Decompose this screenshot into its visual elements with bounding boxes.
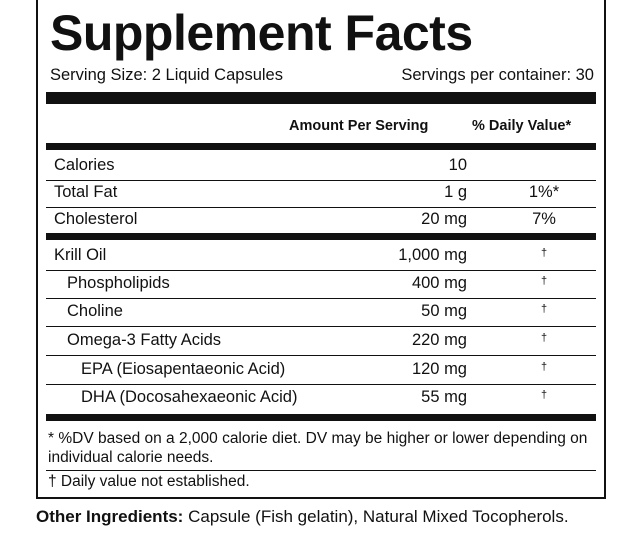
other-ingredients-label: Other Ingredients:: [36, 507, 184, 526]
nutrient-label: Calories: [54, 156, 115, 174]
nutrient-label: Cholesterol: [54, 210, 138, 228]
amount-per-serving-header: Amount Per Serving: [289, 118, 429, 134]
thick-divider-mid: [46, 233, 596, 240]
nutrient-row-dha: [46, 384, 596, 411]
nutrient-label: Krill Oil: [54, 246, 107, 264]
nutrient-dv: †: [540, 332, 548, 344]
thick-divider-bottom: [46, 414, 596, 421]
nutrient-amount: 1 g: [444, 183, 467, 201]
nutrient-dv: 7%: [532, 210, 556, 228]
nutrient-amount: 1,000 mg: [398, 246, 467, 264]
daily-value-footnote: * %DV based on a 2,000 calorie diet. DV may be higher or lower depending on individual calorie needs.: [48, 430, 588, 466]
servings-per-container: Servings per container: 30: [401, 66, 594, 84]
thick-divider-top: [46, 92, 596, 104]
nutrient-row-omega-3: [46, 327, 596, 354]
nutrient-row-choline: [46, 298, 596, 325]
panel-title: Supplement Facts: [50, 5, 473, 61]
nutrient-label: Phospholipids: [67, 274, 170, 292]
other-ingredients: [36, 505, 596, 528]
nutrient-dv: 1%*: [528, 183, 560, 201]
dagger-footnote: † Daily value not established.: [48, 473, 250, 490]
nutrient-dv: †: [540, 361, 548, 373]
supplement-facts-panel: [36, 0, 606, 499]
nutrient-label: DHA (Docosahexaeonic Acid): [81, 388, 298, 406]
nutrient-row-phospholipids: [46, 270, 596, 297]
thick-divider-header: [46, 143, 596, 150]
nutrient-amount: 220 mg: [411, 331, 467, 349]
nutrient-dv: †: [540, 275, 548, 287]
other-ingredients-text: Capsule (Fish gelatin), Natural Mixed Tocopherols.: [183, 507, 569, 526]
nutrient-label: Omega-3 Fatty Acids: [67, 331, 222, 349]
footnote-divider: [46, 470, 596, 471]
nutrient-dv: †: [540, 303, 548, 315]
nutrient-label: Choline: [67, 302, 123, 320]
serving-info: [50, 66, 594, 85]
serving-size: Serving Size: 2 Liquid Capsules: [50, 66, 283, 84]
nutrient-amount: 10: [448, 156, 467, 174]
daily-value-header: % Daily Value*: [472, 118, 572, 134]
nutrient-row-cholesterol: [46, 206, 596, 233]
nutrient-row-epa: [46, 356, 596, 383]
nutrient-amount: 120 mg: [411, 360, 467, 378]
nutrient-row-krill-oil: [46, 242, 596, 269]
nutrient-label: Total Fat: [54, 183, 118, 201]
nutrient-amount: 400 mg: [411, 274, 467, 292]
nutrient-label: EPA (Eiosapentaeonic Acid): [81, 360, 286, 378]
nutrient-amount: 50 mg: [421, 302, 467, 320]
nutrient-amount: 20 mg: [421, 210, 467, 228]
nutrient-amount: 55 mg: [421, 388, 467, 406]
nutrient-row-calories: [46, 152, 596, 179]
nutrient-dv: †: [540, 389, 548, 401]
nutrient-dv: †: [540, 247, 548, 259]
nutrient-row-total-fat: [46, 179, 596, 206]
